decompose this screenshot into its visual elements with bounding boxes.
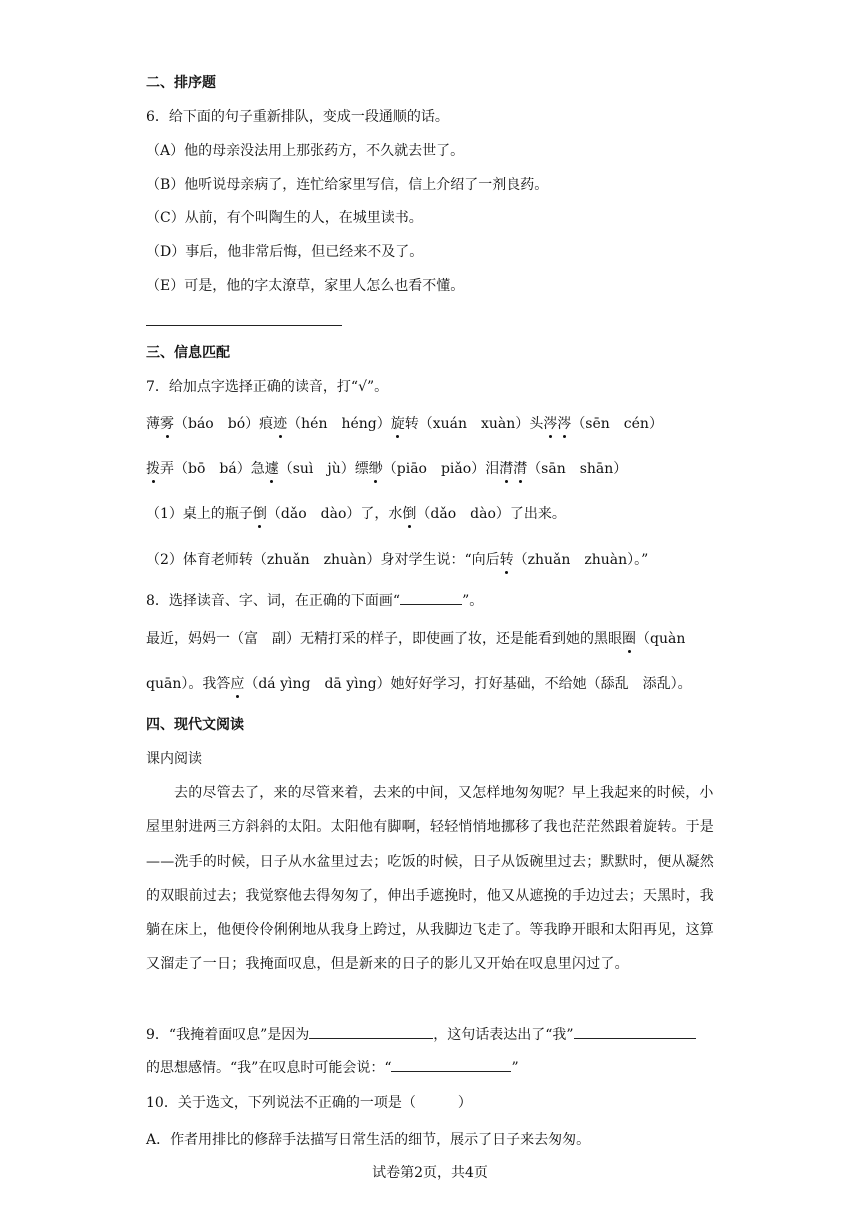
dotted-char: 遽 [264,461,279,477]
sentence-1 [146,504,566,524]
question-text: ” [511,1060,519,1076]
word: 弄 [160,461,174,477]
question-9-line-1 [146,1024,696,1045]
dotted-char: 潸 [499,461,514,477]
dotted-char: 缈 [368,461,383,477]
reading-passage [146,776,726,982]
question-text: ，这句话表达出了“我” [433,1027,574,1043]
dotted-char: 圈 [622,631,636,647]
sort-item-c: （C）从前，有个叫陶生的人，在城里读书。 [146,210,423,226]
sentence-text: （1）桌上的瓶子 [146,506,253,522]
question-text: 8．选择读音、字、词，在正确的下面画“ [146,593,401,609]
sentence-text: （dǎo dào）了出来。 [416,506,566,522]
answer-line [146,325,342,326]
question-8 [146,590,483,611]
sentence-2 [146,550,648,570]
dotted-char: 倒 [252,506,267,522]
option-a: A．作者用排比的修辞手法描写日常生活的细节，展示了日子来去匆匆。 [146,1132,591,1148]
word: 泪 [485,461,500,477]
pinyin-options: （sēn cén） [571,416,663,432]
sort-item-a: （A）他的母亲没法用上那张药方，不久就去世了。 [146,143,465,159]
dotted-char: 迹 [273,416,288,432]
answer-blank[interactable] [309,1024,433,1039]
question-text: ”。 [462,593,484,609]
dotted-char: 潸 [513,461,528,477]
word: 头 [529,416,544,432]
section-heading-sorting: 二、排序题 [146,75,216,91]
dotted-char: 雾 [160,416,174,432]
answer-blank[interactable] [391,1057,511,1072]
question-10: 10．关于选文，下列说法不正确的一项是（ ） [146,1095,472,1111]
pinyin-options: （báo bó） [174,416,260,432]
pinyin-options: （sān shān） [527,461,628,477]
pinyin-options: （suì jù） [278,461,355,477]
question-text: 9．“我掩着面叹息”是因为 [146,1027,310,1043]
dotted-char: 倒 [402,506,417,522]
answer-blank[interactable] [574,1024,696,1039]
sentence-text: （dǎo dào）了，水 [266,506,403,522]
question-6: 6．给下面的句子重新排队，变成一段通顺的话。 [146,109,449,125]
word: 急 [250,461,265,477]
question-text: （dá yìng dā yìng）她好好学习，打好基础，不给她（舔乱 添乱）。 [244,676,692,692]
pinyin-row-2 [146,459,627,479]
passage-text: 去的尽管去了，来的尽管来着，去来的中间，又怎样地匆匆呢？早上我起来的时候，小屋里射进两三方斜斜的太阳。太阳他有脚啊，轻轻悄悄地挪移了我也茫茫然跟着旋转。于是——洗手的时候，日子从水盆里过去；吃饭的时候，日子从饭碗里过去；默默时，便从凝然的双眼前过去；我觉察他去得匆匆了，伸出手遮挽时，他又从遮挽的手边过去；天黑时，我躺在床上，他便伶伶俐俐地从我身上跨过，从我脚边飞走了。等我睁开眼和太阳再见，这算又溜走了一日；我掩面叹息，但是新来的日子的影儿又开始在叹息里闪过了。 [146,785,714,973]
dotted-char: 转 [499,552,514,568]
section-heading-matching: 三、信息匹配 [146,345,230,361]
question-text: quān）。我答 [146,676,231,692]
dotted-char: 拨 [146,461,160,477]
dotted-char: 应 [230,676,245,692]
question-8-line-2 [146,674,692,694]
pinyin-options: （piāo piǎo） [382,461,486,477]
page-footer: 试卷第2页，共4页 [372,1165,488,1181]
dotted-char: 涔 [543,416,558,432]
word: 痕 [259,416,274,432]
sort-item-e: （E）可是，他的字太潦草，家里人怎么也看不懂。 [146,278,465,294]
question-text: （quàn [636,631,686,647]
pinyin-options: （bō bá） [174,461,251,477]
section-heading-reading: 四、现代文阅读 [146,717,244,733]
sort-item-d: （D）事后，他非常后悔，但已经来不及了。 [146,244,424,260]
question-text: 的思想感情。“我”在叹息时可能会说：“ [146,1060,392,1076]
dotted-char: 涔 [557,416,572,432]
word: 薄 [146,416,160,432]
sentence-text: （zhuǎn zhuàn）。” [513,552,649,568]
subheading-in-class-reading: 课内阅读 [146,751,202,767]
pinyin-row-1 [146,414,663,434]
word: 转 [404,416,419,432]
question-text: 最近，妈妈一（富 副）无精打采的样子，即使画了妆，还是能看到她的黑眼 [146,631,622,647]
sentence-text: （2）体育老师转（zhuǎn zhuàn）身对学生说：“向后 [146,552,500,568]
underline-sample [400,590,462,605]
sort-item-b: （B）他听说母亲病了，连忙给家里写信，信上介绍了一剂良药。 [146,177,549,193]
pinyin-options: （hén héng） [287,416,391,432]
word: 缥 [354,461,369,477]
dotted-char: 旋 [390,416,405,432]
pinyin-options: （xuán xuàn） [418,416,530,432]
question-8-line-1 [146,629,685,649]
question-7: 7．给加点字选择正确的读音，打“√”。 [146,379,389,395]
question-9-line-2 [146,1057,519,1078]
